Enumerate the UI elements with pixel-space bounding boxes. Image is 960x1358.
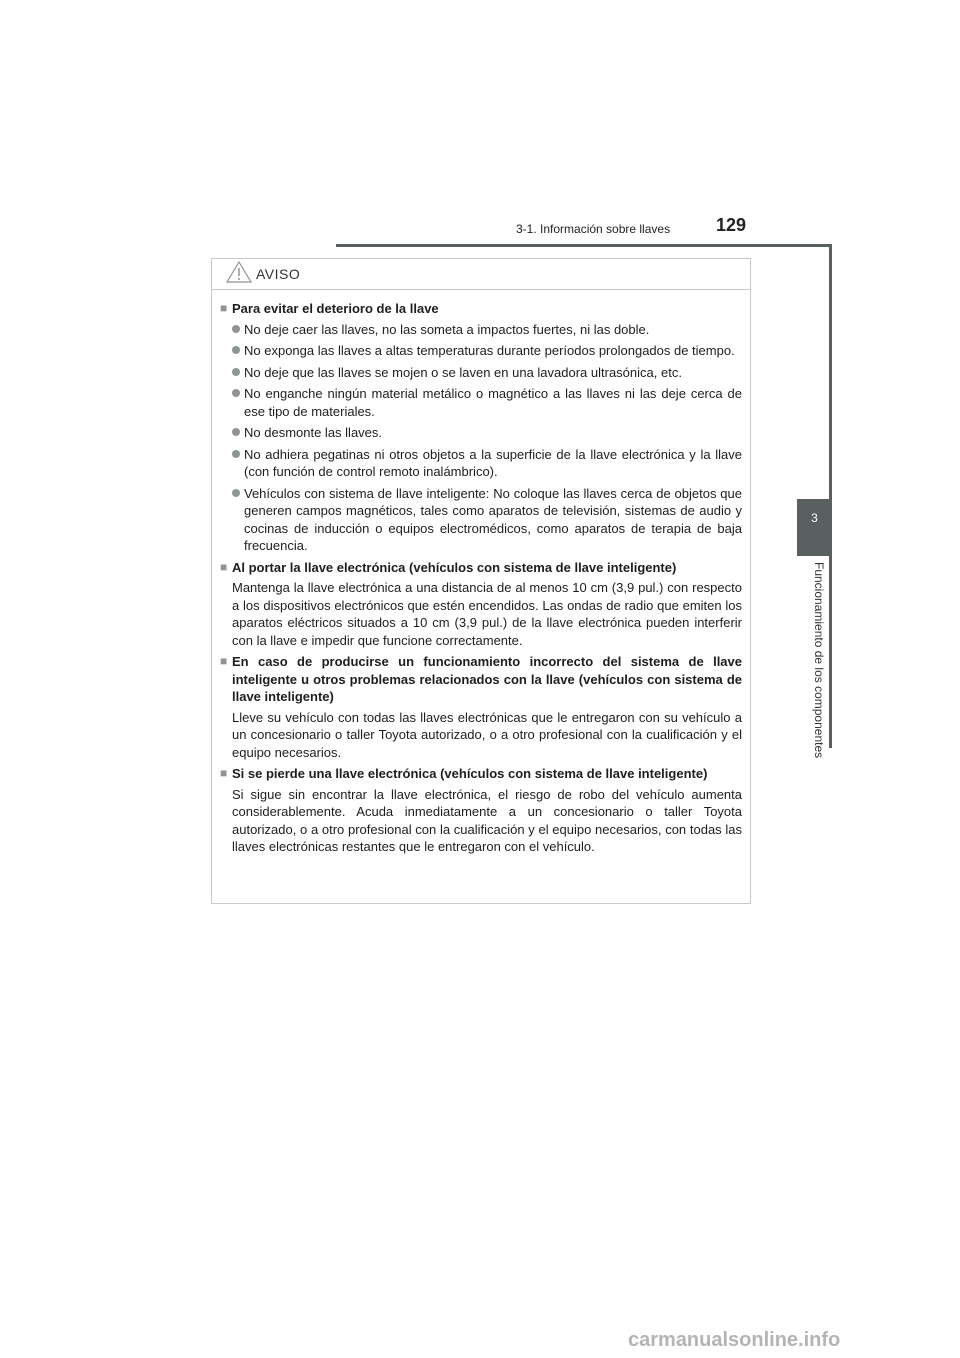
bullet-text: No deje caer las llaves, no las someta a impactos fuertes, ni las doble. xyxy=(244,321,650,337)
section-heading xyxy=(220,653,742,706)
square-bullet-icon: ■ xyxy=(220,301,228,315)
section-title: En caso de producirse un funcionamiento incorrecto del sistema de llave inteligente u otros problemas relacionados con la llave (vehículos con sistema de llave inteligente) xyxy=(232,654,742,704)
bullet-dot-icon xyxy=(232,428,240,436)
section-heading xyxy=(220,559,742,577)
warning-section xyxy=(220,653,742,761)
bullet-text: No adhiera pegatinas ni otros objetos a la superficie de la llave electrónica y la llave (con función de control remoto inalámbrico). xyxy=(244,446,742,479)
bullet-dot-icon xyxy=(232,325,240,333)
header-rule xyxy=(336,244,832,247)
side-rule-lower xyxy=(829,556,832,748)
chapter-title: Funcionamiento de los componentes xyxy=(812,562,826,759)
warning-triangle-icon xyxy=(226,261,252,288)
square-bullet-icon: ■ xyxy=(220,654,228,668)
section-title: Si se pierde una llave electrónica (vehículos con sistema de llave inteligente) xyxy=(232,766,708,781)
warning-header xyxy=(212,259,750,290)
section-paragraph: Mantenga la llave electrónica a una distancia de al menos 10 cm (3,9 pul.) con respecto a los dispositivos electrónicos que estén encendidos. Las ondas de radio que emiten los aparatos eléctricos situados a 10 cm (3,9 pul.) de la llave electrónica pueden interferir con la llave e impedir que funcione correctamente. xyxy=(232,580,742,648)
section-heading xyxy=(220,765,742,783)
bullet-item xyxy=(220,446,742,481)
section-paragraph: Si sigue sin encontrar la llave electrónica, el riesgo de robo del vehículo aumenta considerablemente. Acuda inmediatamente a un concesionario o taller Toyota autorizado, o a otro profesional con la cualificación y el equipo necesarios, con todas las llaves electrónicas restantes que le entregaron con el vehículo. xyxy=(232,786,742,854)
bullet-text: No enganche ningún material metálico o magnético a las llaves ni las deje cerca de ese tipo de materiales. xyxy=(244,386,742,419)
watermark: carmanualsonline.info xyxy=(628,1329,841,1351)
bullet-item xyxy=(220,424,742,442)
warning-section xyxy=(220,559,742,650)
bullet-dot-icon xyxy=(232,489,240,497)
bullet-item xyxy=(220,385,742,420)
section-paragraph: Lleve su vehículo con todas las llaves electrónicas que le entregaron con su vehículo a un concesionario o taller Toyota autorizado, o a otro profesional con la cualificación y el equipo necesarios. xyxy=(232,709,742,760)
chapter-tab: 3 xyxy=(797,499,832,556)
header-section: 3-1. Información sobre llaves xyxy=(516,222,671,236)
bullet-text: Vehículos con sistema de llave inteligente: No coloque las llaves cerca de objetos que generen campos magnéticos, tales como aparatos de televisión, sistemas de audio y cocinas de inducción o equipos electromédicos, como aparatos de terapia de baja frecuencia. xyxy=(244,485,742,553)
bullet-dot-icon xyxy=(232,368,240,376)
bullet-item xyxy=(220,364,742,382)
section-heading xyxy=(220,300,742,318)
square-bullet-icon: ■ xyxy=(220,766,228,780)
warning-body xyxy=(212,290,750,856)
bullet-text: No desmonte las llaves. xyxy=(244,425,383,440)
bullet-text: No deje que las llaves se mojen o se laven en una lavadora ultrasónica, etc. xyxy=(244,364,682,380)
section-title: Al portar la llave electrónica (vehículos con sistema de llave inteligente) xyxy=(232,559,677,575)
section-title: Para evitar el deterioro de la llave xyxy=(232,301,439,316)
bullet-dot-icon xyxy=(232,346,240,354)
bullet-item xyxy=(220,321,742,339)
bullet-item xyxy=(220,485,742,555)
page-number: 129 xyxy=(716,215,747,235)
bullet-item xyxy=(220,342,742,360)
warning-section xyxy=(220,765,742,856)
warning-box xyxy=(211,258,751,904)
bullet-dot-icon xyxy=(232,450,240,458)
bullet-text: No exponga las llaves a altas temperaturas durante períodos prolongados de tiempo. xyxy=(244,343,735,358)
square-bullet-icon: ■ xyxy=(220,559,228,574)
side-rule xyxy=(829,247,832,499)
warning-section xyxy=(220,300,742,555)
bullet-dot-icon xyxy=(232,389,240,397)
warning-label: AVISO xyxy=(256,266,301,282)
